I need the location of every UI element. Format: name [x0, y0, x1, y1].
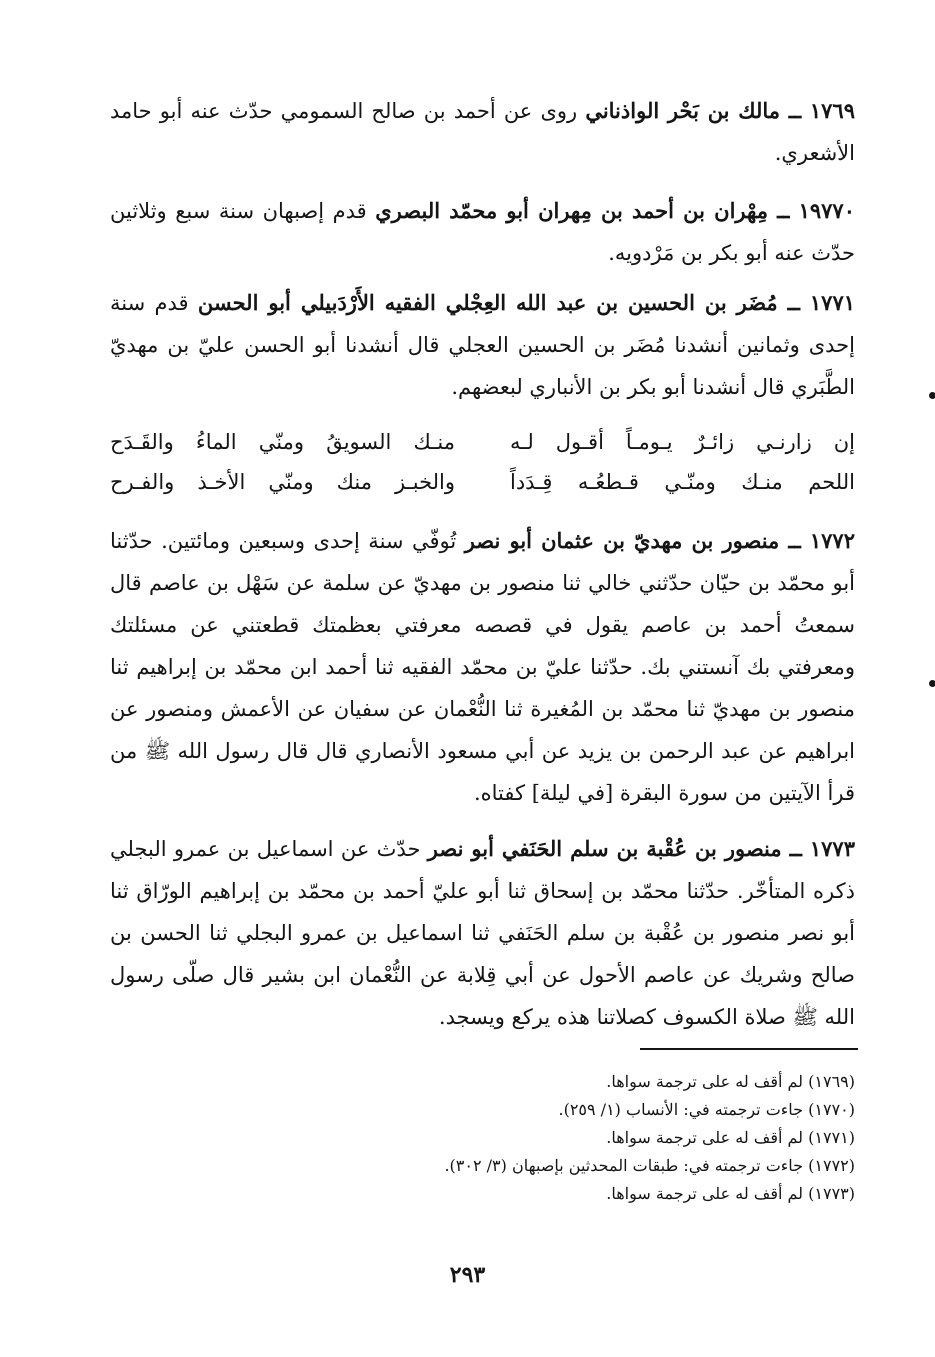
footnote: (١٧٦٩) لم أقف له على ترجمة سواها.	[606, 1072, 855, 1091]
page-number: ٢٩٣	[449, 1262, 486, 1288]
entry-1769	[110, 90, 855, 174]
footnote: (١٧٧١) لم أقف له على ترجمة سواها.	[606, 1128, 855, 1147]
footnote-divider	[640, 1048, 858, 1050]
margin-dot	[929, 392, 935, 399]
margin-dot	[929, 680, 935, 687]
footnote: (١٧٧٣) لم أقف له على ترجمة سواها.	[606, 1184, 855, 1203]
verse-line	[110, 422, 855, 462]
entry-1772	[110, 520, 855, 814]
entry-text: تُوفّي سنة إحدى وسبعين ومائتين. حدّثنا أبو محمّد بن حيّان حدّثني خالي ثنا منصور بن مهديّ عن سلمة عن سَهْل بن عاصم قال سمعتُ أحمد بن عاصم يقول في قصصه معرفتي بعظمتك قطعتني عن مسئلتك ومعرفتي بك آنستني بك. حدّثنا عليّ بن محمّد الفقيه ثنا أحمد ابن محمّد بن إبراهيم ثنا منصور بن مهديّ ثنا محمّد بن المُغيرة ثنا النُّعْمان عن سفيان عن الأعمش ومنصور عن ابراهيم عن عبد الرحمن بن يزيد عن أبي مسعود الأنصاري قال قال رسول الله ﷺ من قرأ الآيتين من سورة البقرة [في ليلة] كفتاه.	[110, 529, 855, 805]
verse-second-hemistich: منـك السويقُ ومنّي الماءُ والقَـدَح	[110, 430, 455, 454]
footnote: (١٧٧٢) جاءت ترجمته في: طبقات المحدثين بإصبهان (٣/ ٣٠٢).	[444, 1156, 855, 1175]
entry-heading: ١٧٧٢ ــ منصور بن مهديّ بن عثمان أبو نصر	[464, 528, 855, 553]
entry-heading: ١٧٧١ ــ مُضَر بن الحسين بن عبد الله العِجْلي الفقيه الأَرْدَبيلي أبو الحسن	[197, 290, 856, 315]
entry-heading: ١٧٦٩ ــ مالك بن بَحْر الواذناني	[585, 98, 855, 123]
entry-1773	[110, 828, 855, 1038]
footnotes	[300, 1068, 855, 1208]
verse-line	[110, 462, 855, 502]
entry-text: قدم سنة إحدى وثمانين أنشدنا مُضَر بن الحسين العجلي قال أنشدنا أبو الحسن عليّ بن مهديّ الطَّبَري قال أنشدنا أبو بكر بن الأنباري لبعضهم.	[110, 291, 855, 399]
entry-text: روى عن أحمد بن صالح السمومي حدّث عنه أبو حامد الأشعري.	[110, 99, 855, 165]
entry-1770	[110, 190, 855, 274]
footnote: (١٧٧٠) جاءت ترجمته في: الأنساب (١/ ٢٥٩).	[558, 1100, 855, 1119]
entry-1771	[110, 282, 855, 408]
entry-text: حدّث عن اسماعيل بن عمرو البجلي ذكره المتأخّر. حدّثنا محمّد بن إسحاق ثنا أبو عليّ أحمد بن محمّد بن إبراهيم الورّاق ثنا أبو نصر منصور بن عُقْبة بن سلم الحَنَفي ثنا اسماعيل بن عمرو البجلي ثنا الحسن بن صالح وشريك عن عاصم الأحول عن أبي قِلابة عن النُّعْمان ابن بشير قال صلّى رسول الله ﷺ صلاة الكسوف كصلاتنا هذه يركع ويسجد.	[110, 837, 855, 1029]
verse-first-hemistich: اللحم منـك ومنّـي قـطعُـه قِـدَداً	[510, 470, 855, 494]
entry-heading: ١٧٧٣ ــ منصور بن عُقْبة بن سلم الحَنَفي أبو نصر	[427, 836, 855, 861]
entry-text: قدم إصبهان سنة سبع وثلاثين حدّث عنه أبو بكر بن مَرْدويه.	[110, 199, 855, 265]
verse-second-hemistich: والخبـز منك ومنّي الأخـذ والفـرح	[110, 470, 455, 494]
poem-verse	[110, 422, 855, 502]
entry-heading: ١٩٧٧٠ ــ مِهْران بن أحمد بن مِهران أبو محمّد البصري	[375, 198, 855, 223]
verse-first-hemistich: إن زارنـي زائـرٌ يـومـاً أقـول لـه	[510, 430, 855, 454]
